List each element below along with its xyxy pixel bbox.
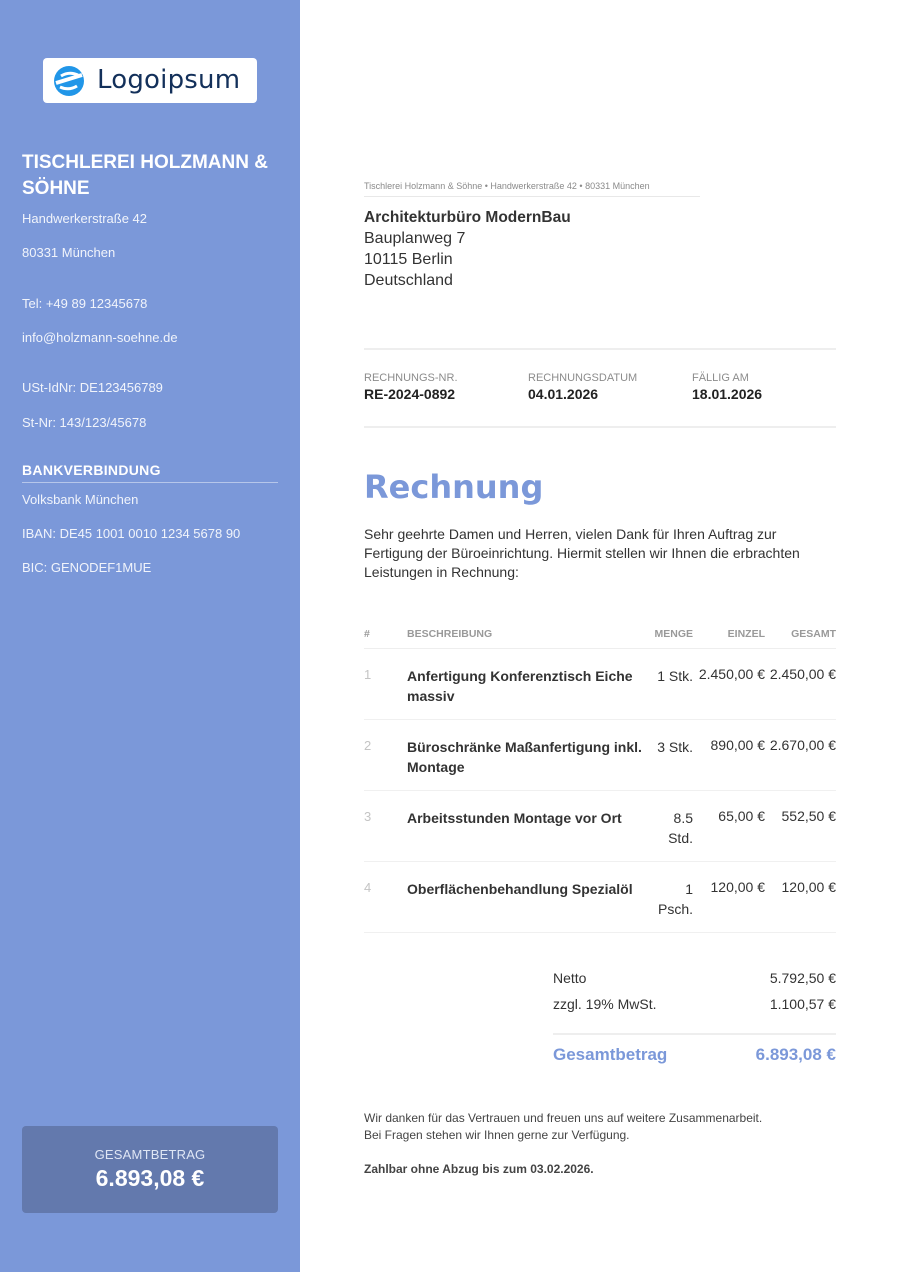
meta-invoice-date [528, 372, 637, 402]
row-quantity: 8.5 Std. [668, 810, 693, 846]
meta-value: 18.01.2026 [692, 386, 763, 402]
row-number: 3 [364, 809, 372, 824]
row-total: 2.450,00 € [769, 666, 836, 682]
header-quantity: MENGE [654, 628, 693, 640]
meta-value: 04.01.2026 [528, 386, 599, 402]
row-total: 552,50 € [781, 808, 836, 824]
recipient-name: Architekturbüro ModernBau [364, 209, 571, 226]
vat-value: 1.100,57 € [769, 996, 836, 1012]
table-row [364, 720, 836, 791]
totals-summary [553, 970, 836, 1075]
company-email: info@holzmann-soehne.de [22, 330, 178, 345]
row-unit-price: 2.450,00 € [698, 666, 765, 682]
company-vat-id: USt-IdNr: DE123456789 [22, 380, 163, 395]
net-value: 5.792,50 € [769, 970, 836, 986]
row-quantity: 3 Stk. [657, 739, 693, 755]
row-number: 4 [364, 880, 372, 895]
row-quantity: 1 Psch. [657, 881, 693, 917]
invoice-title: Rechnung [364, 468, 544, 506]
row-unit-price: 65,00 € [718, 808, 765, 824]
sidebar [0, 0, 300, 1272]
company-phone: Tel: +49 89 12345678 [22, 296, 148, 311]
row-quantity: 1 Stk. [657, 668, 693, 684]
meta-label: RECHNUNGS-NR. [364, 372, 458, 384]
header-unit-price: EINZEL [727, 628, 765, 640]
row-number: 1 [364, 667, 372, 682]
row-description: Oberflächenbehandlung Spezialöl [407, 881, 633, 897]
closing-text [364, 1110, 762, 1178]
meta-value: RE-2024-0892 [364, 386, 456, 402]
bank-iban: IBAN: DE45 1001 0010 1234 5678 90 [22, 526, 241, 541]
row-unit-price: 890,00 € [710, 737, 765, 753]
table-row [364, 649, 836, 720]
bank-bic: BIC: GENODEF1MUE [22, 560, 152, 575]
row-description: Arbeitsstunden Montage vor Ort [407, 810, 622, 826]
grand-total-value: 6.893,08 € [755, 1045, 836, 1064]
sidebar-total-box [22, 1126, 278, 1213]
row-description: Büroschränke Maßanfertigung inkl. Montage [407, 739, 642, 775]
vat-label: zzgl. 19% MwSt. [553, 996, 657, 1012]
company-street: Handwerkerstraße 42 [22, 211, 147, 226]
grand-total-row [553, 1033, 836, 1075]
bank-section-title: BANKVERBINDUNG [22, 462, 278, 483]
net-row [553, 970, 836, 996]
row-total: 2.670,00 € [769, 737, 836, 753]
closing-line-2: Bei Fragen stehen wir Ihnen gerne zur Verfügung. [364, 1128, 630, 1142]
meta-label: RECHNUNGSDATUM [528, 372, 638, 384]
row-unit-price: 120,00 € [710, 879, 765, 895]
vat-row [553, 996, 836, 1022]
row-number: 2 [364, 738, 372, 753]
header-total: GESAMT [791, 628, 836, 640]
table-row [364, 862, 836, 933]
header-number: # [364, 628, 370, 640]
intro-text: Sehr geehrte Damen und Herren, vielen Dank für Ihren Auftrag zur Fertigung der Büroeinrichtung. Hiermit stellen wir Ihnen die erbrachten Leistungen in Rechnung: [364, 526, 800, 580]
invoice-meta [364, 348, 836, 428]
recipient-address [364, 207, 571, 291]
row-description: Anfertigung Konferenztisch Eiche massiv [407, 668, 633, 704]
recipient-country: Deutschland [364, 272, 453, 289]
meta-due-date [692, 372, 762, 402]
company-name: TISCHLEREI HOLZMANN & SÖHNE [22, 152, 268, 199]
sender-return-line: Tischlerei Holzmann & Söhne • Handwerkerstraße 42 • 80331 München [364, 181, 700, 197]
meta-invoice-number [364, 372, 458, 402]
company-logo [43, 58, 257, 103]
closing-line-1: Wir danken für das Vertrauen und freuen uns auf weitere Zusammenarbeit. [364, 1111, 763, 1125]
table-header [364, 620, 836, 649]
line-items-table [364, 620, 836, 933]
row-total: 120,00 € [781, 879, 836, 895]
logo-text: Logoipsum [97, 65, 241, 95]
bank-name: Volksbank München [22, 492, 139, 507]
header-description: BESCHREIBUNG [407, 628, 493, 640]
payment-terms: Zahlbar ohne Abzug bis zum 03.02.2026. [364, 1162, 594, 1176]
logoipsum-mark-icon [51, 64, 87, 98]
grand-total-label: Gesamtbetrag [553, 1045, 668, 1064]
company-city: 80331 München [22, 245, 116, 260]
net-label: Netto [553, 970, 587, 986]
meta-label: FÄLLIG AM [692, 372, 749, 384]
company-tax-number: St-Nr: 143/123/45678 [22, 415, 147, 430]
sidebar-total-value: 6.893,08 € [95, 1165, 205, 1191]
table-row [364, 791, 836, 862]
recipient-city: 10115 Berlin [364, 251, 453, 268]
recipient-street: Bauplanweg 7 [364, 230, 466, 247]
sidebar-total-label: GESAMTBETRAG [94, 1147, 206, 1162]
